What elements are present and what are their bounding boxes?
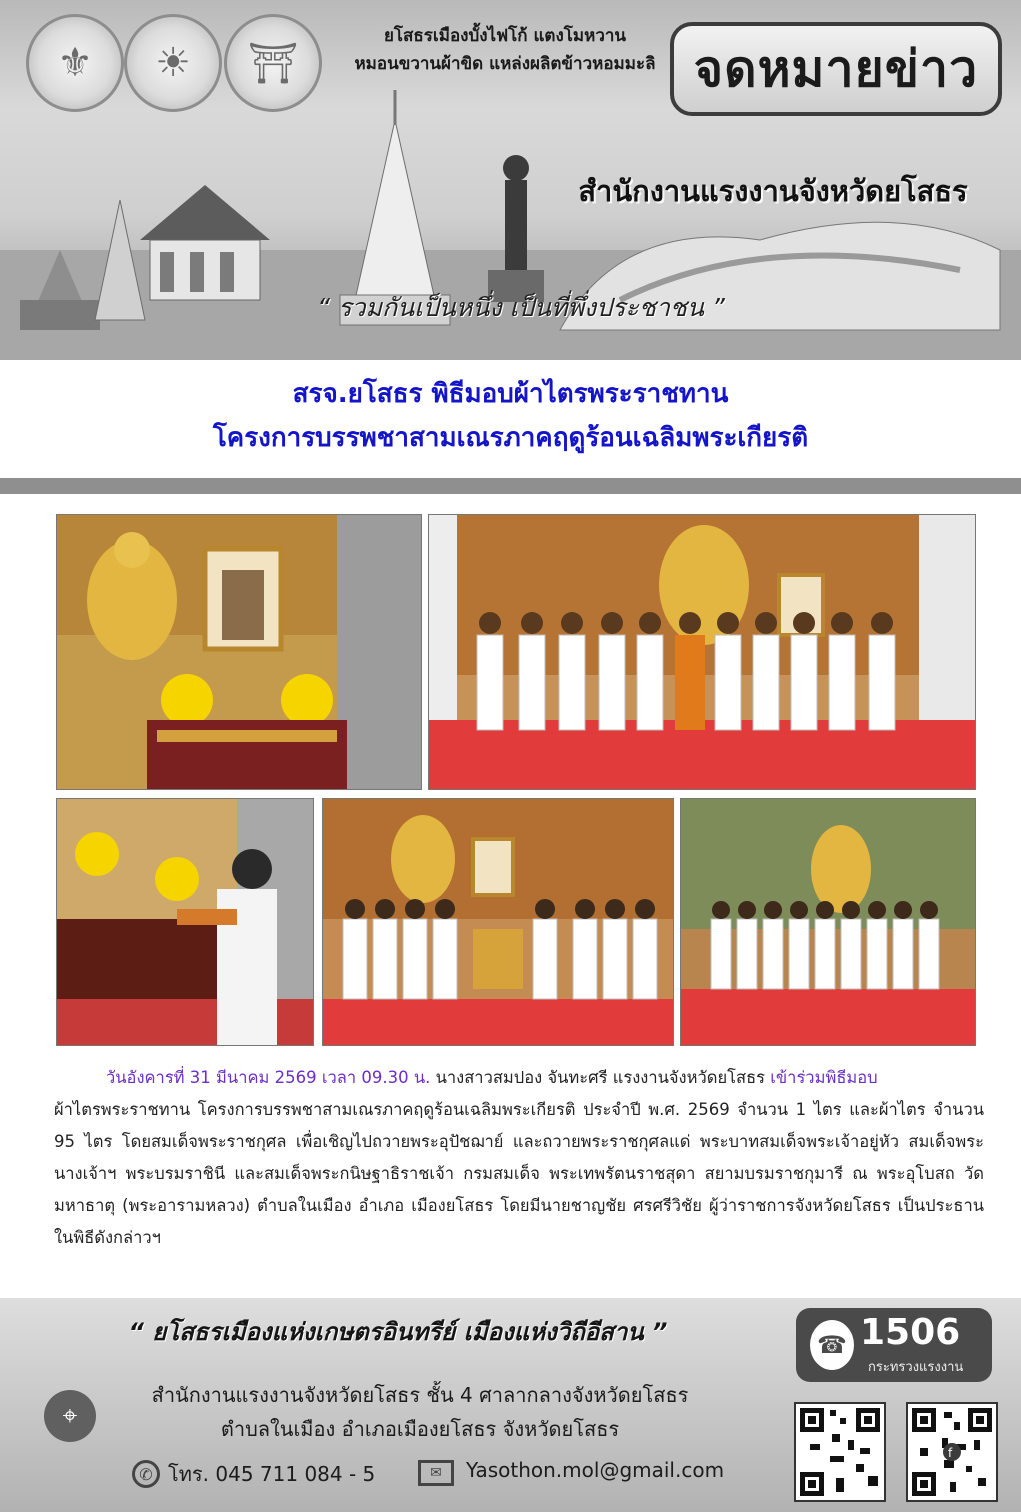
hotline-number: 1506 <box>860 1312 961 1353</box>
phone-number: โทร. 045 711 084 - 5 <box>168 1462 376 1486</box>
news-body-part1: นางสาวสมปอง จันทะศรี แรงงานจังหวัดยโสธร <box>430 1068 771 1087</box>
newsletter-label: จดหมายข่าว <box>670 22 1002 116</box>
location-pin-icon: ⌖ <box>44 1390 96 1442</box>
news-body <box>54 1062 984 1254</box>
office-name: สำนักงานแรงงานจังหวัดยโสธร <box>578 174 968 208</box>
email-address[interactable]: Yasothon.mol@gmail.com <box>466 1458 725 1482</box>
qr-code-line-icon[interactable] <box>794 1402 886 1502</box>
hotline-badge <box>796 1308 992 1382</box>
province-slogan <box>345 22 665 78</box>
photo-altar <box>56 514 422 790</box>
headset-icon: ☎ <box>810 1320 854 1370</box>
address-line1: สำนักงานแรงงานจังหวัดยโสธร ชั้น 4 ศาลากลางจังหวัดยโสธร <box>151 1383 689 1407</box>
news-body-part2: ผ้าไตรพระราชทาน โครงการบรรพชาสามเณรภาคฤดูร้อนเฉลิมพระเกียรติ ประจำปี พ.ศ. 2569 จำนวน 1 ไตร และผ้าไตร จำนวน 95 ไตร โดยสมเด็จพระราชกุศล เพื่อเชิญไปถวายพระอุปัชฌาย์ และถวายพระราชกุศลแด่ พระบาทสมเด็จพระเจ้าอยู่หัว สมเด็จพระนางเจ้าฯ พระบรมราชินี และสมเด็จพระกนิษฐาธิราชเจ้า กรมสมเด็จ พระเทพรัตนราชสุดา สยามบรมราชกุมารี ณ พระอุโบสถ วัดมหาธาตุ (พระอารามหลวง) ตำบลในเมือง อำเภอ เมืองยโสธร โดยมีนายชาญชัย ศรศรีวิชัย ผู้ว่าราชการจังหวัดยโสธร เป็นประธานในพิธีดังกล่าวฯ <box>54 1100 984 1247</box>
footer-slogan: “ ยโสธรเมืองแห่งเกษตรอินทรีย์ เมืองแห่งวิถีอีสาน ” <box>128 1318 668 1346</box>
hotline-label: กระทรวงแรงงาน <box>868 1360 964 1375</box>
news-join-phrase: เข้าร่วมพิธีมอบ <box>770 1068 878 1087</box>
photo-group-women <box>322 798 674 1046</box>
phone-icon: ✆ <box>132 1460 160 1488</box>
footer-address <box>90 1378 750 1446</box>
news-title-line1: สรจ.ยโสธร พิธีมอบผ้าไตรพระราชทาน <box>292 379 729 409</box>
mail-icon: ✉ <box>418 1460 454 1486</box>
labour-office-seal-icon: ⛩ <box>224 14 322 112</box>
header-banner <box>0 0 1021 360</box>
ministry-seal-icon: ☀ <box>124 14 222 112</box>
news-date-time: วันอังคารที่ 31 มีนาคม 2569 เวลา 09.30 น. <box>106 1068 431 1087</box>
header-motto: “ รวมกันเป็นหนึ่ง เป็นที่พึ่งประชาชน ” <box>317 293 725 322</box>
news-title <box>0 372 1021 460</box>
qr-code-facebook-icon[interactable] <box>906 1402 998 1502</box>
province-slogan-line1: ยโสธรเมืองบั้งไฟโก้ แตงโมหวาน <box>383 26 627 46</box>
svg-text:f: f <box>948 1446 953 1460</box>
provincial-seal-icon: ⚜ <box>26 14 124 112</box>
address-line2: ตำบลในเมือง อำเภอเมืองยโสธร จังหวัดยโสธร <box>220 1417 620 1441</box>
province-slogan-line2: หมอนขวานผ้าขิด แหล่งผลิตข้าวหอมมะลิ <box>354 54 656 74</box>
photo-group-hall <box>680 798 976 1046</box>
news-title-line2: โครงการบรรพชาสามเณรภาคฤดูร้อนเฉลิมพระเกียรติ <box>212 423 809 453</box>
footer-banner <box>0 1298 1021 1512</box>
photo-group-monk <box>428 514 976 790</box>
title-divider <box>0 478 1021 494</box>
photo-offering <box>56 798 314 1046</box>
